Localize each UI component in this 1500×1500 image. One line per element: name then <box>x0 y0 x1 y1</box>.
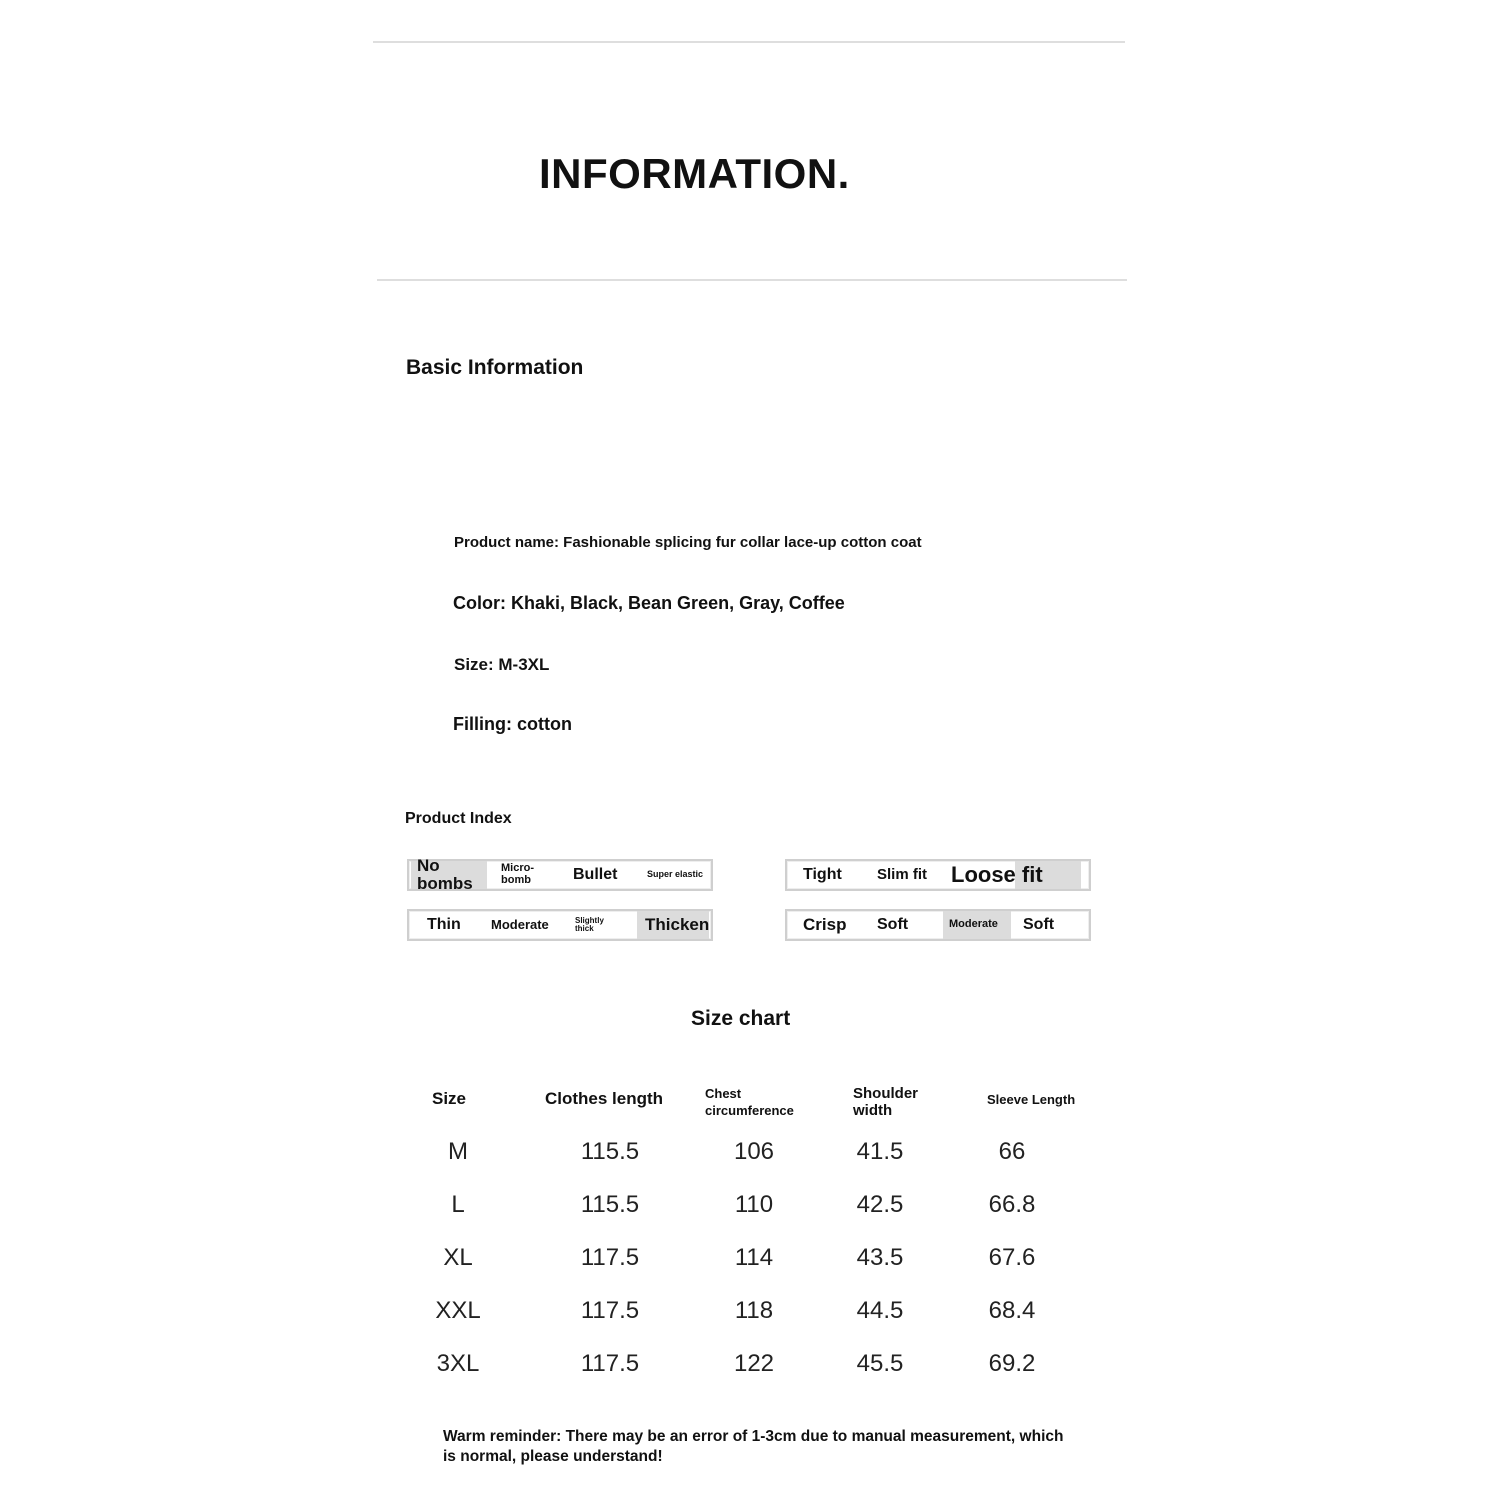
thickness-option: Thin <box>427 915 461 933</box>
measurement-cell: 115.5 <box>580 1138 640 1165</box>
product-color: Color: Khaki, Black, Bean Green, Gray, Coffee <box>453 593 845 613</box>
product-name: Product name: Fashionable splicing fur collar lace-up cotton coat <box>454 534 922 551</box>
measurement-cell: 117.5 <box>580 1350 640 1377</box>
measurement-cell: 117.5 <box>580 1297 640 1324</box>
measurement-cell: 44.5 <box>856 1297 904 1324</box>
top-divider <box>373 41 1125 43</box>
elasticity-option: Bullet <box>573 865 618 883</box>
elasticity-option: Micro-bomb <box>501 862 534 886</box>
measurement-cell: 122 <box>733 1350 775 1377</box>
softness-option: Soft <box>1023 915 1055 933</box>
measurement-cell: 118 <box>734 1297 774 1324</box>
thickness-option: Moderate <box>491 917 549 933</box>
product-index-heading: Product Index <box>405 810 512 827</box>
column-header: Sleeve Length <box>987 1092 1076 1107</box>
softness-option-selected: Moderate <box>943 911 1011 939</box>
measurement-cell: 117.5 <box>580 1244 640 1271</box>
size-chart-title: Size chart <box>691 1007 791 1030</box>
elasticity-option: No bombs <box>411 861 487 889</box>
thickness-scale <box>407 909 713 941</box>
size-cell: XXL <box>435 1297 481 1324</box>
warm-reminder: Warm reminder: There may be an error of 1-3cm due to manual measurement, which is normal, please understand! <box>443 1428 1064 1465</box>
measurement-cell: 43.5 <box>856 1244 904 1271</box>
measurement-cell: 106 <box>733 1138 775 1165</box>
softness-scale <box>785 909 1091 941</box>
column-header: Size <box>432 1089 467 1108</box>
measurement-cell: 45.5 <box>856 1350 904 1377</box>
product-filling: Filling: cotton <box>453 714 572 734</box>
measurement-cell: 68.4 <box>988 1297 1036 1324</box>
measurement-cell: 42.5 <box>856 1191 904 1218</box>
page-title: INFORMATION. <box>539 150 850 197</box>
column-header: Clothes length <box>545 1089 664 1108</box>
measurement-cell: 67.6 <box>988 1244 1036 1271</box>
elasticity-option: Super elastic <box>647 869 704 880</box>
size-cell: 3XL <box>436 1350 480 1377</box>
measurement-cell: 66.8 <box>988 1191 1036 1218</box>
size-cell: L <box>451 1191 465 1218</box>
elasticity-scale <box>407 856 713 893</box>
fit-option: Slim fit <box>877 866 928 884</box>
fit-option: Tight <box>803 865 842 883</box>
thickness-option: Slightly thick <box>575 915 604 933</box>
measurement-cell: 115.5 <box>580 1191 640 1218</box>
measurement-cell: 114 <box>734 1244 774 1271</box>
fit-option: Loose fit <box>951 862 1043 888</box>
column-header: Chest circumference <box>705 1086 794 1118</box>
header-divider <box>377 279 1127 281</box>
column-header: Shoulder width <box>853 1085 919 1119</box>
product-size: Size: M-3XL <box>454 655 550 674</box>
thickness-option-selected: Thicken <box>637 911 709 939</box>
measurement-cell: 110 <box>734 1191 774 1218</box>
measurement-cell: 69.2 <box>988 1350 1036 1377</box>
softness-option: Crisp <box>803 915 847 935</box>
fit-scale <box>785 859 1091 891</box>
softness-option: Soft <box>877 915 909 933</box>
measurement-cell: 41.5 <box>856 1138 904 1165</box>
basic-info-heading: Basic Information <box>406 356 584 379</box>
size-cell: M <box>448 1138 468 1165</box>
measurement-cell: 66 <box>998 1138 1026 1165</box>
size-cell: XL <box>443 1244 473 1271</box>
